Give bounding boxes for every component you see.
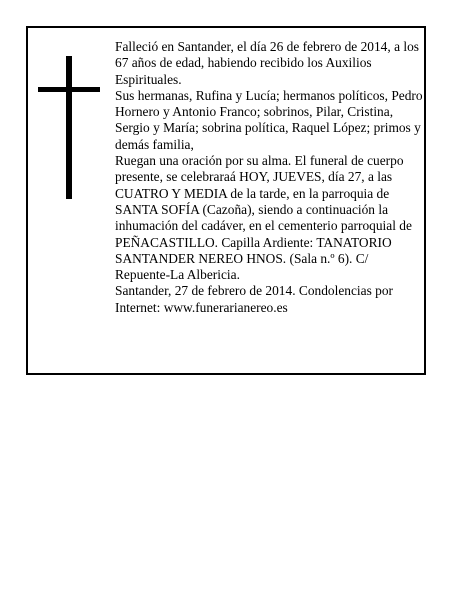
death-announcement-paragraph: Falleció en Santander, el día 26 de febrero de 2014, a los 67 años de edad, habiendo recibido los Auxilios Espirituales. xyxy=(115,39,419,87)
obituary-text xyxy=(115,39,423,316)
family-paragraph: Sus hermanas, Rufina y Lucía; hermanos políticos, Pedro Hornero y Antonio Franco; sobrinos, Pilar, Cristina, Sergio y María; sobrina política, Raquel López; primos y demás familia, xyxy=(115,87,423,152)
funeral-details-paragraph: Ruegan una oración por su alma. El funeral de cuerpo presente, se celebraraá HOY, JUEVES, día 27, a las CUATRO Y MEDIA de la tarde, en la parroquia de SANTA SOFÍA (Cazoña), siendo a continuación la inhumación del cadáver, en el cementerio parroquial de PEÑACASTILLO. Capilla Ardiente: TANATORIO SANTANDER NEREO HNOS. (Sala n.º 6). C/ Repuente-La Albericia. xyxy=(115,153,412,283)
cross-horizontal-bar xyxy=(38,87,100,92)
cross-vertical-bar xyxy=(66,56,72,199)
date-condolences-paragraph: Santander, 27 de febrero de 2014. Condolencias por Internet: www.funerarianereo.es xyxy=(115,283,393,315)
latin-cross-icon xyxy=(38,56,100,199)
obituary-notice xyxy=(26,26,426,375)
